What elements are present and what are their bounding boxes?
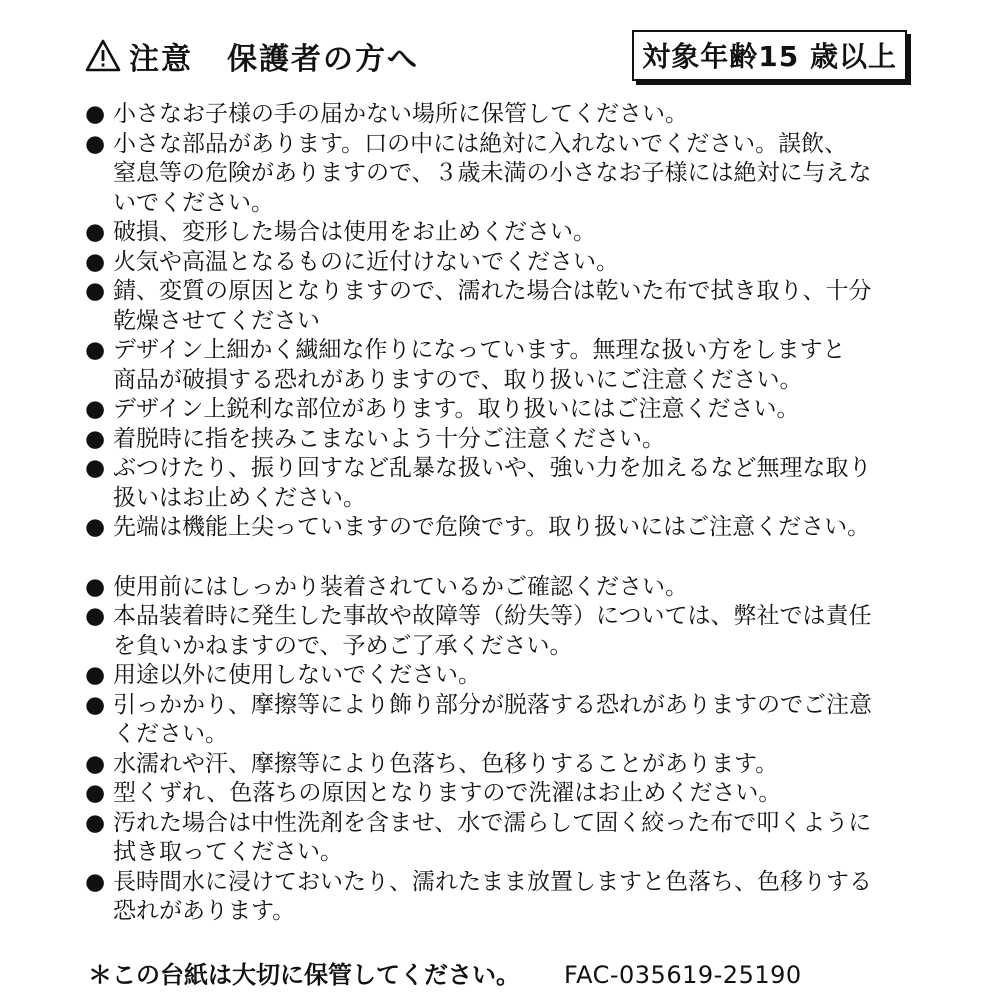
- precaution-text-line: 汚れた場合は中性洗剤を含ませ、水で濡らして固く絞った布で叩くように: [113, 809, 872, 836]
- precaution-item: [85, 395, 915, 425]
- precautions-list: [85, 100, 915, 927]
- bullet-icon: ●: [85, 809, 106, 836]
- precaution-item: [85, 602, 915, 661]
- precaution-item: [85, 100, 915, 130]
- precaution-text-line: 扱いはお止めください。: [113, 484, 366, 511]
- product-code: FAC-035619-25190: [564, 961, 802, 989]
- bullet-icon: ●: [85, 396, 106, 422]
- precaution-item: [85, 130, 915, 219]
- precaution-text-line: 引っかかり、摩擦等により飾り部分が脱落する恐れがありますのでご注意: [113, 691, 872, 718]
- bullet-icon: ●: [85, 603, 106, 629]
- bullet-icon: ●: [85, 868, 106, 895]
- precaution-item: [85, 750, 915, 780]
- precaution-text-line: 商品が破損する恐れがありますので、取り扱いにご注意ください。: [113, 366, 803, 393]
- bullet-icon: ●: [85, 662, 106, 688]
- bullet-icon: ●: [85, 278, 106, 304]
- precaution-text-line: 先端は機能上尖っていますので危険です。取り扱いにはご注意ください。: [113, 514, 871, 540]
- precaution-item: [85, 661, 915, 691]
- precaution-text-line: デザイン上細かく繊細な作りになっています。無理な扱い方をしますと: [113, 337, 846, 363]
- bullet-icon: ●: [85, 425, 106, 452]
- precaution-text-line: 恐れがあります。: [113, 898, 296, 924]
- precaution-text-line: 型くずれ、色落ちの原因となりますので洗濯はお止めください。: [113, 780, 782, 806]
- bullet-icon: ●: [85, 455, 106, 481]
- precaution-text-line: 錆、変質の原因となりますので、濡れた場合は乾いた布で拭き取り、十分: [113, 278, 872, 304]
- precaution-text-line: 窒息等の危険がありますので、３歳未満の小さなお子様には絶対に与えな: [113, 160, 872, 186]
- precaution-text-line: 破損、変形した場合は使用をお止めください。: [113, 219, 596, 245]
- precaution-text-line: 乾燥させてください: [113, 307, 320, 334]
- warning-title-guardians: 保護者の方へ: [227, 42, 419, 77]
- precaution-item: [85, 691, 915, 750]
- precaution-text-line: デザイン上鋭利な部位があります。取り扱いにはご注意ください。: [113, 396, 800, 422]
- bullet-icon: ●: [85, 219, 106, 245]
- precaution-text-line: いでください。: [113, 189, 274, 216]
- bullet-icon: ●: [85, 337, 106, 363]
- precaution-item: [85, 336, 915, 395]
- precaution-text-line: 使用前にはしっかり装着されているかご確認ください。: [113, 573, 688, 600]
- warning-triangle-icon: [85, 39, 121, 73]
- precaution-text-line: 長時間水に浸けておいたり、濡れたまま放置しますと色落ち、色移りする: [113, 868, 872, 895]
- bullet-icon: ●: [85, 780, 106, 806]
- precaution-item: [85, 218, 915, 248]
- precaution-text-line: 小さなお子様の手の届かない場所に保管してください。: [113, 101, 688, 127]
- precaution-text-line: を負いかねますので、予めご了承ください。: [113, 632, 573, 659]
- precaution-item: [85, 809, 915, 868]
- precaution-text-line: ぶつけたり、振り回すなど乱暴な扱いや、強い力を加えるなど無理な取り: [113, 455, 872, 481]
- precaution-item: [85, 868, 915, 927]
- precaution-item: [85, 425, 915, 455]
- group-spacer: [85, 543, 915, 573]
- precaution-text-line: 用途以外に使用しないでください。: [113, 662, 481, 688]
- precaution-item: [85, 513, 915, 543]
- precaution-item: [85, 454, 915, 513]
- precaution-item: [85, 248, 915, 278]
- precaution-item: [85, 779, 915, 809]
- warning-title-caution: 注意: [129, 42, 193, 77]
- precaution-item: [85, 277, 915, 336]
- header: [85, 30, 915, 80]
- bullet-icon: ●: [85, 248, 106, 275]
- bullet-icon: ●: [85, 573, 106, 600]
- footer: [88, 955, 802, 990]
- precaution-text-line: 着脱時に指を挟みこまないよう十分ご注意ください。: [113, 425, 665, 452]
- precaution-text-line: 小さな部品があります。口の中には絶対に入れないでください。誤飲、: [113, 130, 848, 157]
- precaution-text-line: 水濡れや汗、摩擦等により色落ち、色移りすることがあります。: [113, 750, 779, 777]
- bullet-icon: ●: [85, 101, 106, 127]
- precaution-text-line: 拭き取ってください。: [113, 839, 343, 865]
- precaution-text-line: ください。: [113, 721, 228, 747]
- footer-keep-note: ＊この台紙は大切に保管してください。: [88, 961, 520, 989]
- bullet-icon: ●: [85, 750, 106, 777]
- bullet-icon: ●: [85, 691, 106, 718]
- bullet-icon: ●: [85, 514, 106, 540]
- precaution-item: [85, 573, 915, 603]
- precautions-group-2: [85, 573, 915, 927]
- warning-title: [85, 34, 419, 78]
- precaution-text-line: 本品装着時に発生した事故や故障等（紛失等）については、弊社では責任: [113, 603, 872, 629]
- precaution-text-line: 火気や高温となるものに近付けないでください。: [113, 248, 619, 275]
- bullet-icon: ●: [85, 130, 106, 157]
- age-rating-badge: 対象年齢15 歳以上: [632, 30, 907, 81]
- precautions-group-1: [85, 100, 915, 543]
